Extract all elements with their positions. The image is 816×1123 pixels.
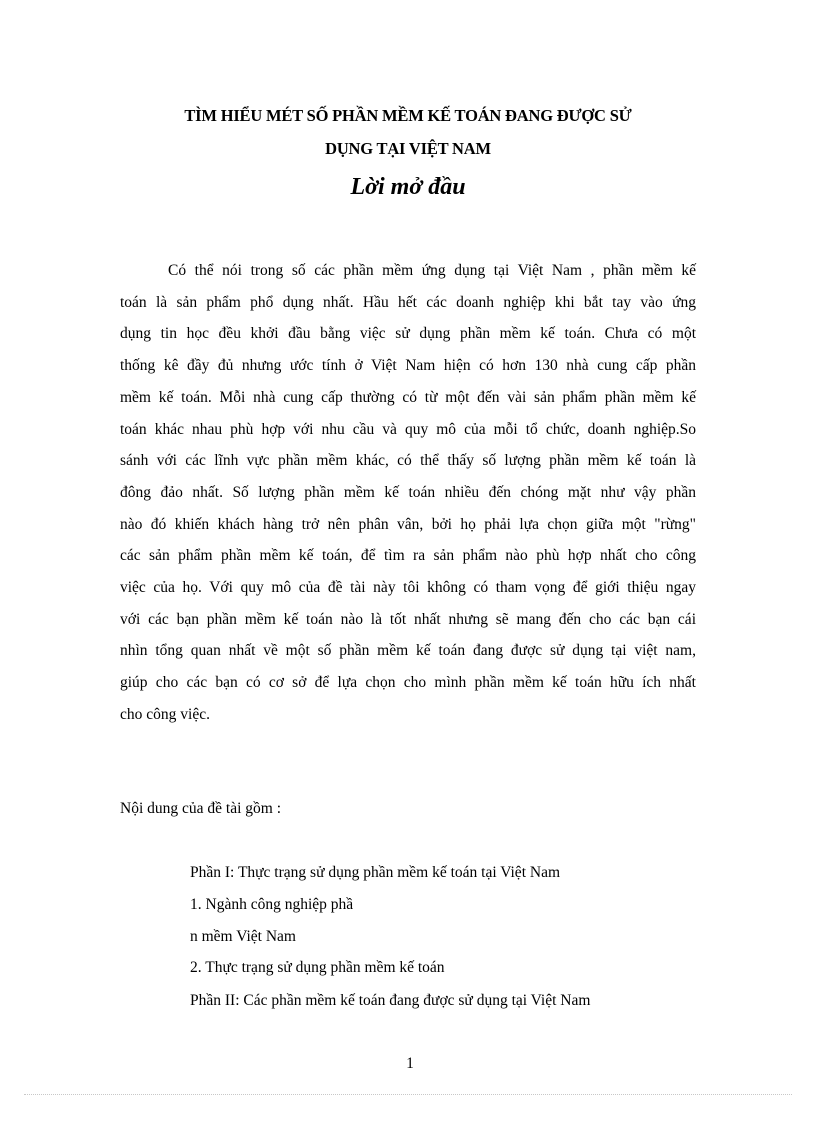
page-bottom-divider xyxy=(24,1094,792,1095)
intro-paragraph-line: sánh với các lĩnh vực phần mềm khác, có thể thấy số lượng phần mềm kế toán là xyxy=(120,452,696,469)
page-number: 1 xyxy=(406,1055,414,1072)
intro-paragraph-line: các sản phẩm phần mềm kế toán, để tìm ra sản phẩm nào phù hợp nhất cho công xyxy=(120,547,696,564)
intro-paragraph-line: cho công việc. xyxy=(120,706,210,723)
intro-paragraph-line: nhìn tổng quan nhất về một số phần mềm kế toán đang được sử dụng tại việt nam, xyxy=(120,642,696,659)
intro-paragraph-line: với các bạn phần mềm kế toán nào là tốt nhất nhưng sẽ mang đến cho các bạn cái xyxy=(120,611,696,628)
intro-paragraph-line: thống kê đầy đủ nhưng ước tính ở Việt Nam hiện có hơn 130 nhà cung cấp phần xyxy=(120,357,696,374)
section-heading-introduction: Lời mở đầu xyxy=(350,174,466,200)
intro-paragraph-line: việc của họ. Với quy mô của đề tài này tôi không có tham vọng để giới thiệu ngay xyxy=(120,579,696,596)
contents-item: Phần I: Thực trạng sử dụng phần mềm kế toán tại Việt Nam xyxy=(190,864,561,881)
contents-item: 2. Thực trạng sử dụng phần mềm kế toán xyxy=(190,959,445,976)
intro-paragraph-line: đông đảo nhất. Số lượng phần mềm kế toán nhiều đến chóng mặt như vậy phần xyxy=(120,484,696,501)
document-title-line-2: DỤNG TẠI VIỆT NAM xyxy=(325,139,491,158)
contents-item: n mềm Việt Nam xyxy=(190,928,296,945)
contents-item: 1. Ngành công nghiệp phầ xyxy=(190,896,354,913)
intro-paragraph-line: nào đó khiến khách hàng trở nên phân vân, bởi họ phải lựa chọn giữa một "rừng" xyxy=(120,516,696,533)
intro-paragraph-line: mềm kế toán. Mỗi nhà cung cấp thường có từ một đến vài sản phẩm phần mềm kế xyxy=(120,389,696,406)
intro-paragraph-line: Có thể nói trong số các phần mềm ứng dụng tại Việt Nam , phần mềm kế xyxy=(168,262,696,279)
intro-paragraph-line: toán là sản phẩm phổ dụng nhất. Hầu hết các doanh nghiệp khi bắt tay vào ứng xyxy=(120,294,696,311)
contents-item: Phần II: Các phần mềm kế toán đang được sử dụng tại Việt Nam xyxy=(190,992,591,1009)
intro-paragraph-line: giúp cho các bạn có cơ sở để lựa chọn cho mình phần mềm kế toán hữu ích nhất xyxy=(120,674,696,691)
intro-paragraph-line: dụng tin học đều khởi đầu bằng việc sử dụng phần mềm kế toán. Chưa có một xyxy=(120,325,696,342)
intro-paragraph-line: toán khác nhau phù hợp với nhu cầu và quy mô của mỗi tổ chức, doanh nghiệp.So xyxy=(120,421,696,438)
contents-heading: Nội dung của đề tài gồm : xyxy=(120,800,281,817)
document-title-line-1: TÌM HIỂU MÉT SỐ PHẦN MỀM KẾ TOÁN ĐANG ĐƯỢC SỬ xyxy=(184,106,632,125)
